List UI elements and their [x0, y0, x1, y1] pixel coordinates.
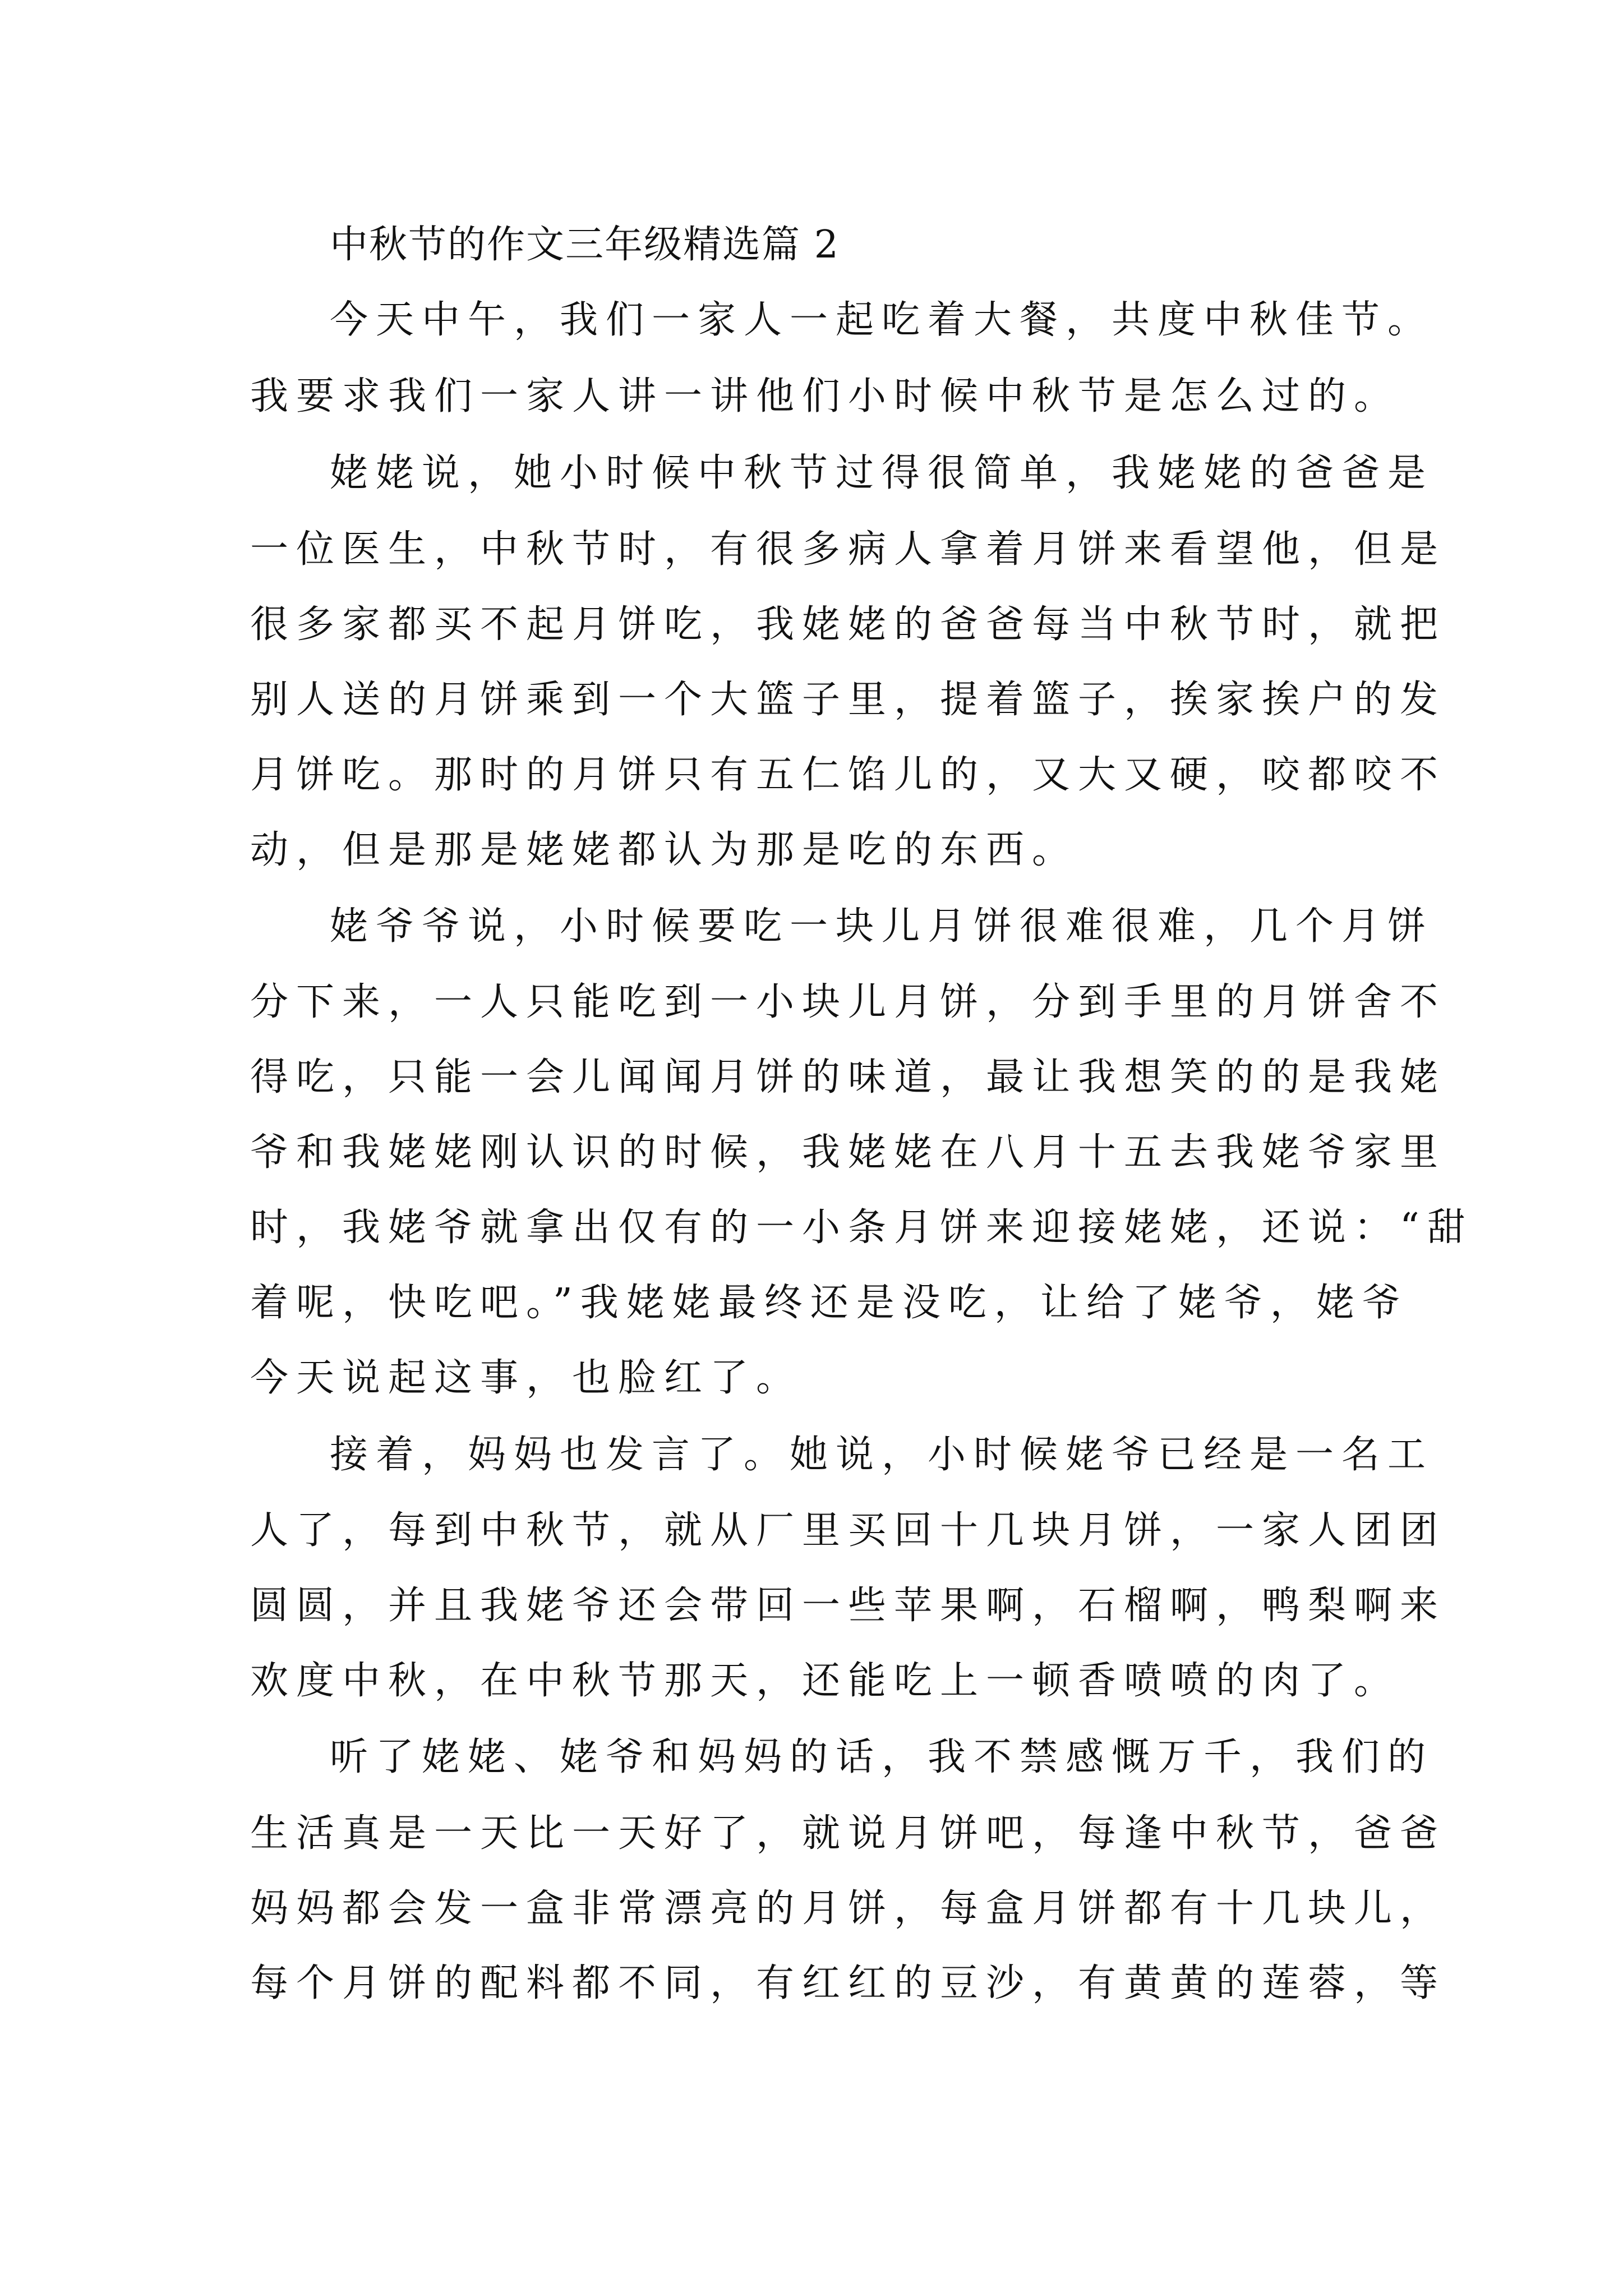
paragraph-line: 分下来，一人只能吃到一小块儿月饼，分到手里的月饼舍不: [250, 980, 1446, 1024]
paragraph-line: 时，我姥爷就拿出仅有的一小条月饼来迎接姥姥，还说：“甜: [250, 1205, 1473, 1250]
paragraph-first-line: 听了姥姥、姥爷和妈妈的话，我不禁感慨万千，我们的: [330, 1735, 1434, 1779]
paragraph-line: 爷和我姥姥刚认识的时候，我姥姥在八月十五去我姥爷家里: [250, 1130, 1446, 1175]
paragraph-line: 今天说起这事，也脸红了。: [250, 1356, 803, 1400]
paragraph-line: 人了，每到中秋节，就从厂里买回十几块月饼，一家人团团: [250, 1508, 1446, 1553]
paragraph-line: 我要求我们一家人讲一讲他们小时候中秋节是怎么过的。: [250, 374, 1400, 418]
document-title: 中秋节的作文三年级精选篇 2: [330, 223, 840, 267]
paragraph-line: 欢度中秋，在中秋节那天，还能吃上一顿香喷喷的肉了。: [250, 1659, 1400, 1703]
paragraph-first-line: 姥姥说，她小时候中秋节过得很简单，我姥姥的爸爸是: [330, 451, 1434, 495]
paragraph-first-line: 接着，妈妈也发言了。她说，小时候姥爷已经是一名工: [330, 1433, 1434, 1477]
paragraph-first-line: 姥爷爷说，小时候要吃一块儿月饼很难很难，几个月饼: [330, 904, 1434, 949]
paragraph-first-line: 今天中午，我们一家人一起吃着大餐，共度中秋佳节。: [330, 298, 1434, 342]
paragraph-line: 别人送的月饼乘到一个大篮子里，提着篮子，挨家挨户的发: [250, 678, 1446, 722]
paragraph-line: 月饼吃。那时的月饼只有五仁馅儿的，又大又硬，咬都咬不: [250, 753, 1446, 797]
paragraph-line: 一位医生，中秋节时，有很多病人拿着月饼来看望他，但是: [250, 527, 1446, 572]
paragraph-line: 生活真是一天比一天好了，就说月饼吧，每逢中秋节，爸爸: [250, 1811, 1446, 1856]
paragraph-line: 圆圆，并且我姥爷还会带回一些苹果啊，石榴啊，鸭梨啊来: [250, 1584, 1446, 1628]
paragraph-line: 妈妈都会发一盒非常漂亮的月饼，每盒月饼都有十几块儿，: [250, 1887, 1446, 1931]
paragraph-line: 很多家都买不起月饼吃，我姥姥的爸爸每当中秋节时，就把: [250, 602, 1446, 647]
paragraph-line: 动，但是那是姥姥都认为那是吃的东西。: [250, 828, 1078, 872]
paragraph-line: 每个月饼的配料都不同，有红红的豆沙，有黄黄的莲蓉，等: [250, 1961, 1446, 2005]
paragraph-line: 着呢，快吃吧。”我姥姥最终还是没吃，让给了姥爷，姥爷: [250, 1281, 1408, 1325]
paragraph-line: 得吃，只能一会儿闻闻月饼的味道，最让我想笑的的是我姥: [250, 1055, 1446, 1099]
